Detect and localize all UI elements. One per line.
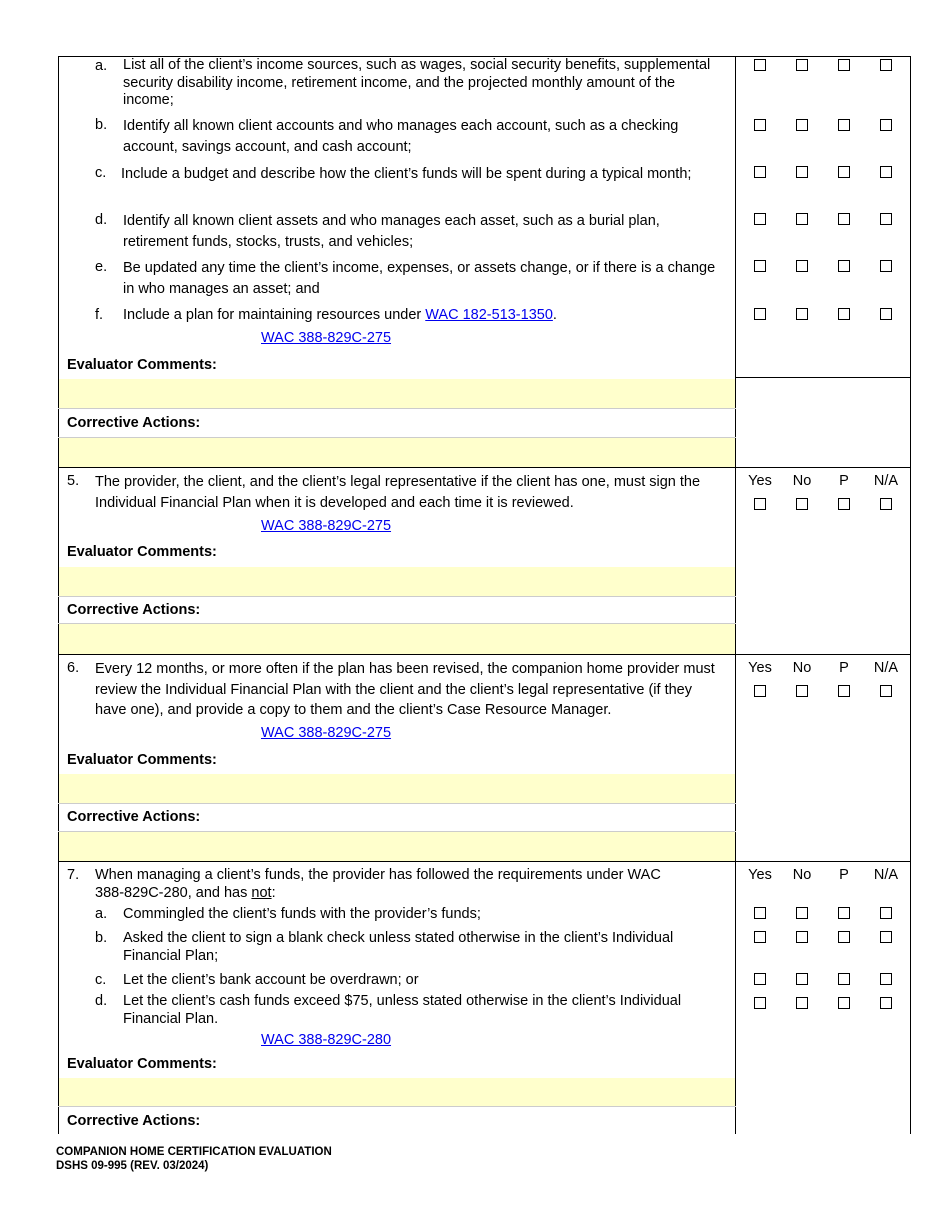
column-header-p: P	[839, 660, 849, 676]
section-divider	[58, 467, 911, 468]
checkbox-no[interactable]	[796, 119, 808, 131]
item-text: Identify all known client accounts and who manages each account, such as a checking account, savings account, and cash account;	[123, 118, 679, 155]
checkbox-yes[interactable]	[754, 907, 766, 919]
item-letter: b.	[95, 117, 108, 133]
corrective-actions-field-4[interactable]	[59, 438, 735, 467]
checkbox-p[interactable]	[838, 498, 850, 510]
checkbox-yes[interactable]	[754, 931, 766, 943]
item-text: Let the client’s cash funds exceed $75, unless stated otherwise in the client’s Individual Financial Plan.	[123, 993, 682, 1027]
checkbox-na[interactable]	[880, 308, 892, 320]
item-letter: f.	[95, 307, 104, 323]
wac-link[interactable]: WAC 388-829C-280	[261, 1032, 392, 1048]
checkbox-p[interactable]	[838, 308, 850, 320]
column-header-yes: Yes	[748, 660, 772, 676]
checkbox-yes[interactable]	[754, 166, 766, 178]
item-text: Asked the client to sign a blank check unless stated otherwise in the client’s Individual Financial Plan;	[123, 930, 674, 964]
row-divider	[58, 1106, 736, 1107]
column-header-p: P	[839, 473, 849, 489]
checkbox-na[interactable]	[880, 213, 892, 225]
checkbox-no[interactable]	[796, 931, 808, 943]
item-text: List all of the client’s income sources, such as wages, social security benefits, supplemental security disability income, retirement income, and the projected monthly amount of the income;	[123, 57, 711, 108]
evaluator-comments-field-6[interactable]	[59, 774, 735, 803]
column-header-no: No	[792, 867, 812, 883]
table-right-border	[910, 56, 911, 1134]
corrective-actions-label: Corrective Actions:	[67, 809, 201, 825]
item-text: 388-829C-280, and has not:	[95, 885, 276, 901]
checkbox-p[interactable]	[838, 907, 850, 919]
item-letter: b.	[95, 930, 108, 946]
wac-link[interactable]: WAC 388-829C-275	[261, 725, 392, 741]
column-header-no: No	[792, 473, 812, 489]
checkbox-p[interactable]	[838, 119, 850, 131]
footer-form-number: DSHS 09-995 (REV. 03/2024)	[56, 1160, 209, 1172]
checkbox-na[interactable]	[880, 931, 892, 943]
corrective-actions-label: Corrective Actions:	[67, 1113, 201, 1129]
item-text: Commingled the client’s funds with the provider’s funds;	[123, 906, 481, 922]
checkbox-na[interactable]	[880, 166, 892, 178]
checkbox-yes[interactable]	[754, 119, 766, 131]
item-letter: a.	[95, 58, 108, 74]
wac-link[interactable]: WAC 182-513-1350	[425, 307, 553, 323]
checkbox-p[interactable]	[838, 166, 850, 178]
item-text: Let the client’s bank account be overdrawn; or	[123, 972, 419, 988]
checkbox-p[interactable]	[838, 931, 850, 943]
item-text: Include a plan for maintaining resources under WAC 182-513-1350.	[123, 307, 557, 323]
checkbox-yes[interactable]	[754, 685, 766, 697]
column-header-yes: Yes	[748, 867, 772, 883]
checkbox-no[interactable]	[796, 685, 808, 697]
checkbox-yes[interactable]	[754, 308, 766, 320]
checkbox-no[interactable]	[796, 498, 808, 510]
item-number: 5.	[67, 473, 80, 489]
item-letter: d.	[95, 993, 108, 1009]
item-text: When managing a client’s funds, the provider has followed the requirements under WAC	[95, 867, 661, 883]
evaluator-comments-field-4[interactable]	[59, 379, 735, 408]
checkbox-no[interactable]	[796, 997, 808, 1009]
checkbox-na[interactable]	[880, 119, 892, 131]
item-text: Include a budget and describe how the client’s funds will be spent during a typical month;	[121, 166, 692, 182]
item-letter: a.	[95, 906, 108, 922]
column-header-na: N/A	[873, 660, 899, 676]
checkbox-yes[interactable]	[754, 59, 766, 71]
wac-link[interactable]: WAC 388-829C-275	[261, 518, 392, 534]
corrective-actions-field-6[interactable]	[59, 832, 735, 861]
checkbox-p[interactable]	[838, 260, 850, 272]
checkbox-yes[interactable]	[754, 213, 766, 225]
wac-link[interactable]: WAC 388-829C-275	[261, 330, 392, 346]
column-header-yes: Yes	[748, 473, 772, 489]
evaluator-comments-label: Evaluator Comments:	[67, 752, 217, 768]
evaluator-comments-label: Evaluator Comments:	[67, 544, 217, 560]
column-divider	[735, 56, 736, 1134]
checkbox-na[interactable]	[880, 907, 892, 919]
item-letter: d.	[95, 212, 108, 228]
row-divider	[58, 408, 736, 409]
corrective-actions-label: Corrective Actions:	[67, 602, 201, 618]
column-header-no: No	[792, 660, 812, 676]
item-text: Identify all known client assets and who manages each asset, such as a burial plan, retirement funds, stocks, trusts, and vehicles;	[123, 213, 660, 250]
item-number: 7.	[67, 867, 80, 883]
evaluator-comments-field-7[interactable]	[59, 1078, 735, 1106]
item-letter: e.	[95, 259, 108, 275]
row-divider	[58, 803, 736, 804]
checkbox-p[interactable]	[838, 685, 850, 697]
checkbox-no[interactable]	[796, 213, 808, 225]
checkbox-yes[interactable]	[754, 260, 766, 272]
item-letter: c.	[95, 972, 107, 988]
checkbox-na[interactable]	[880, 498, 892, 510]
checkbox-p[interactable]	[838, 213, 850, 225]
item-text: The provider, the client, and the client’s legal representative if the client has one, must sign the Individual Financial Plan when it is developed and each time it is reviewed.	[95, 474, 701, 511]
row-divider	[58, 596, 736, 597]
evaluator-comments-label: Evaluator Comments:	[67, 1056, 217, 1072]
column-header-p: P	[839, 867, 849, 883]
checkbox-yes[interactable]	[754, 498, 766, 510]
checkbox-cell-bottom	[735, 377, 911, 378]
checkbox-p[interactable]	[838, 59, 850, 71]
checkbox-na[interactable]	[880, 973, 892, 985]
checkbox-no[interactable]	[796, 59, 808, 71]
section-divider	[58, 654, 911, 655]
checkbox-no[interactable]	[796, 973, 808, 985]
checkbox-no[interactable]	[796, 260, 808, 272]
column-header-na: N/A	[873, 473, 899, 489]
checkbox-no[interactable]	[796, 166, 808, 178]
item-letter: c.	[95, 165, 107, 181]
evaluator-comments-field-5[interactable]	[59, 567, 735, 596]
corrective-actions-field-5[interactable]	[59, 624, 735, 654]
checkbox-na[interactable]	[880, 685, 892, 697]
checkbox-no[interactable]	[796, 907, 808, 919]
column-header-na: N/A	[873, 867, 899, 883]
checkbox-p[interactable]	[838, 997, 850, 1009]
checkbox-na[interactable]	[880, 997, 892, 1009]
checkbox-na[interactable]	[880, 59, 892, 71]
checkbox-yes[interactable]	[754, 997, 766, 1009]
evaluator-comments-label: Evaluator Comments:	[67, 357, 217, 373]
section-divider	[58, 861, 911, 862]
checkbox-p[interactable]	[838, 973, 850, 985]
checkbox-na[interactable]	[880, 260, 892, 272]
corrective-actions-label: Corrective Actions:	[67, 415, 201, 431]
item-text: Every 12 months, or more often if the plan has been revised, the companion home provider must review the Individual Financial Plan with the client and the client’s legal representative (if they have one), and provide a copy to them and the client’s Case Resource Manager.	[95, 661, 715, 718]
item-number: 6.	[67, 660, 80, 676]
checkbox-yes[interactable]	[754, 973, 766, 985]
footer-form-title: COMPANION HOME CERTIFICATION EVALUATION	[56, 1146, 332, 1158]
checkbox-no[interactable]	[796, 308, 808, 320]
item-text: Be updated any time the client’s income, expenses, or assets change, or if there is a change in who manages an asset; and	[123, 260, 716, 297]
